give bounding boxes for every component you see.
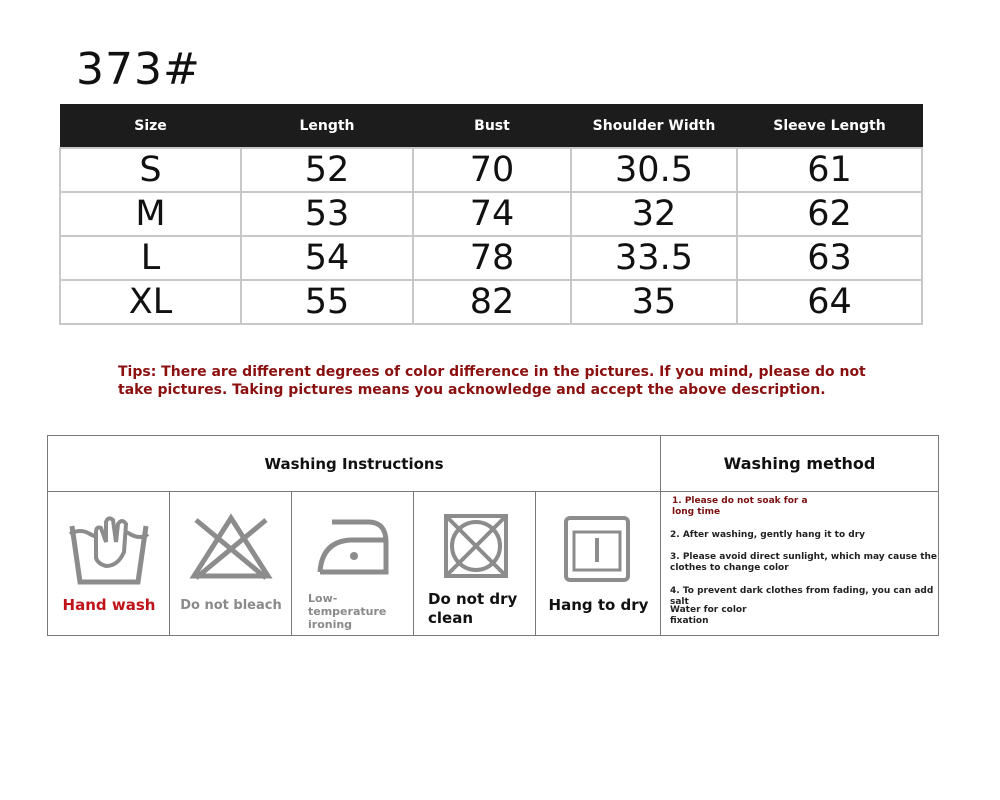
color-difference-tips: Tips: There are different degrees of color difference in the pictures. If you mind, please do not take pictures. Taking pictures means you acknowledge and accept the above description. xyxy=(118,364,866,398)
no-bleach-icon xyxy=(188,512,274,582)
size-cell: XL xyxy=(60,280,241,324)
header-shoulder-width: Shoulder Width xyxy=(571,105,737,149)
bust-cell: 74 xyxy=(413,192,571,236)
list-item: 2. After washing, gently hang it to dry xyxy=(670,530,866,540)
care-symbol-no-bleach xyxy=(170,492,292,636)
no-bleach-label: Do not bleach xyxy=(180,598,282,613)
list-item: 4. To prevent dark clothes from fading, you can add salt xyxy=(670,586,934,607)
length-cell: 54 xyxy=(241,236,413,280)
size-chart-header-row xyxy=(60,105,922,149)
size-cell: S xyxy=(60,148,241,192)
length-cell: 52 xyxy=(241,148,413,192)
shoulder-width-cell: 35 xyxy=(571,280,737,324)
washing-method-title: Washing method xyxy=(723,454,876,473)
hand-wash-label: Hand wash xyxy=(62,596,156,614)
sleeve-length-cell: 62 xyxy=(737,192,922,236)
length-cell: 55 xyxy=(241,280,413,324)
list-item: 1. Please do not soak for a long time xyxy=(672,496,808,517)
hang-dry-icon xyxy=(554,512,640,582)
bust-cell: 70 xyxy=(413,148,571,192)
washing-header xyxy=(48,436,938,492)
care-symbol-low-temp-ironing xyxy=(292,492,414,636)
sleeve-length-cell: 64 xyxy=(737,280,922,324)
washing-instructions-title: Washing Instructions xyxy=(48,436,661,491)
bust-cell: 82 xyxy=(413,280,571,324)
washing-instructions-panel xyxy=(47,435,939,636)
iron-low-icon xyxy=(310,512,396,578)
list-item: Water for color fixation xyxy=(670,605,747,626)
size-cell: L xyxy=(60,236,241,280)
length-cell: 53 xyxy=(241,192,413,236)
sleeve-length-cell: 61 xyxy=(737,148,922,192)
bust-cell: 78 xyxy=(413,236,571,280)
low-temp-ironing-label: Low-temperature ironing xyxy=(308,592,387,631)
size-cell: M xyxy=(60,192,241,236)
model-number: 373# xyxy=(76,44,201,95)
shoulder-width-cell: 30.5 xyxy=(571,148,737,192)
header-length: Length xyxy=(241,105,413,149)
washing-method-list xyxy=(662,492,938,636)
header-size: Size xyxy=(60,105,241,149)
table-row xyxy=(60,236,922,280)
header-sleeve-length: Sleeve Length xyxy=(737,105,922,149)
size-chart-table xyxy=(59,104,923,325)
table-row xyxy=(60,148,922,192)
shoulder-width-cell: 32 xyxy=(571,192,737,236)
hang-dry-label: Hang to dry xyxy=(548,596,649,614)
care-symbol-hand-wash xyxy=(48,492,170,636)
no-dry-clean-label: Do not dry clean xyxy=(428,590,518,627)
hand-wash-icon xyxy=(66,512,152,588)
table-row xyxy=(60,280,922,324)
sleeve-length-cell: 63 xyxy=(737,236,922,280)
care-symbol-hang-dry xyxy=(536,492,661,636)
list-item: 3. Please avoid direct sunlight, which may cause the clothes to change color xyxy=(670,552,938,573)
no-dry-clean-icon xyxy=(432,512,518,582)
care-symbol-no-dry-clean xyxy=(414,492,536,636)
header-bust: Bust xyxy=(413,105,571,149)
table-row xyxy=(60,192,922,236)
shoulder-width-cell: 33.5 xyxy=(571,236,737,280)
